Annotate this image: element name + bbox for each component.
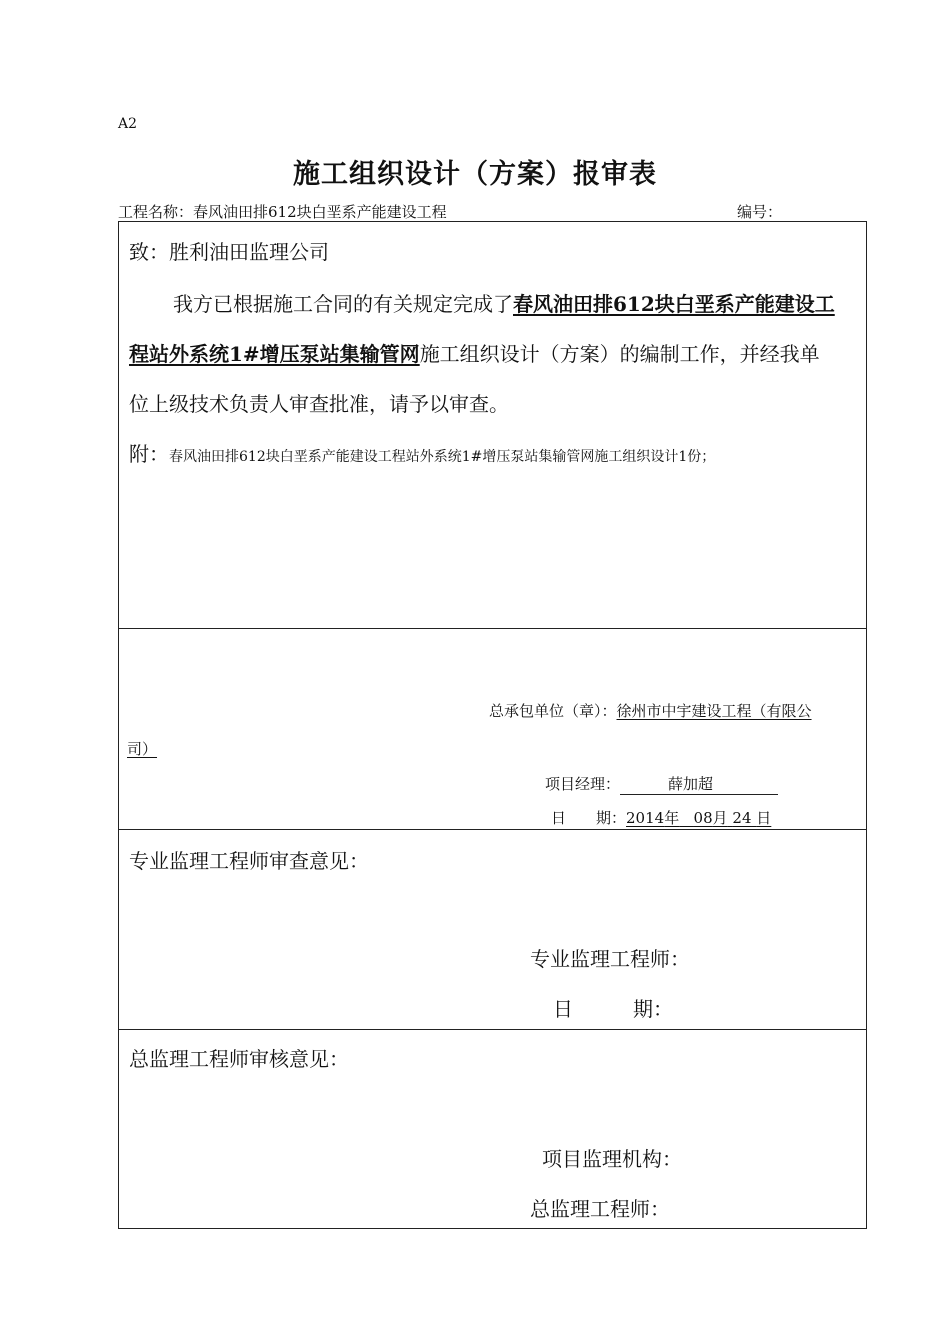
project-name-row bbox=[118, 201, 447, 222]
attachment-prefix: 附： bbox=[129, 442, 169, 466]
attachment-line bbox=[129, 438, 715, 467]
specialist-review-section bbox=[118, 829, 867, 1030]
specialist-date-label: 日 期： bbox=[553, 997, 673, 1021]
contractor-label: 总承包单位（章）： bbox=[489, 702, 617, 720]
chief-review-title: 总监理工程师审核意见： bbox=[129, 1047, 349, 1071]
specialist-review-title: 专业监理工程师审查意见： bbox=[129, 849, 369, 873]
addressee: 致：胜利油田监理公司 bbox=[129, 240, 329, 264]
date-month-unit: 月 bbox=[712, 809, 728, 827]
contractor-date-value bbox=[626, 809, 771, 827]
application-body-line2 bbox=[129, 338, 820, 367]
project-name-label: 工程名称： bbox=[118, 203, 194, 221]
date-month: 08 bbox=[693, 809, 713, 827]
contractor-section bbox=[118, 628, 867, 830]
contractor-date-label: 日 期： bbox=[551, 809, 627, 827]
form-code: A2 bbox=[118, 116, 138, 132]
chief-review-section bbox=[118, 1029, 867, 1229]
date-year-unit: 年 bbox=[664, 809, 680, 827]
date-year: 2014 bbox=[626, 809, 665, 827]
project-manager-name: 薛加超 bbox=[620, 773, 778, 795]
body-project-part1: 春风油田排612块白垩系产能建设工 bbox=[513, 292, 835, 316]
contractor-name: 徐州市中宇建设工程（有限公 bbox=[616, 702, 812, 720]
body-intro: 我方已根据施工合同的有关规定完成了 bbox=[173, 292, 513, 316]
contractor-line bbox=[489, 700, 812, 721]
project-manager-line bbox=[545, 773, 778, 795]
body-continuation: 施工组织设计（方案）的编制工作，并经我单 bbox=[419, 342, 820, 366]
body-project-part2: 程站外系统1#增压泵站集输管网 bbox=[129, 342, 420, 366]
date-day: 24 bbox=[732, 809, 752, 827]
contractor-name-continued: 司） bbox=[127, 740, 158, 758]
project-name-value: 春风油田排612块白垩系产能建设工程 bbox=[193, 203, 447, 221]
application-body-line3: 位上级技术负责人审查批准，请予以审查。 bbox=[129, 392, 509, 416]
chief-engineer-label: 总监理工程师： bbox=[530, 1197, 670, 1221]
application-section bbox=[118, 221, 867, 629]
date-day-unit: 日 bbox=[756, 809, 772, 827]
serial-number-label: 编号： bbox=[737, 203, 783, 221]
attachment-text: 春风油田排612块白垩系产能建设工程站外系统1#增压泵站集输管网施工组织设计1份； bbox=[169, 449, 716, 465]
specialist-engineer-label: 专业监理工程师： bbox=[530, 947, 690, 971]
contractor-date-line bbox=[551, 807, 771, 828]
form-title: 施工组织设计（方案）报审表 bbox=[293, 159, 657, 190]
supervision-org-label: 项目监理机构： bbox=[542, 1147, 682, 1171]
application-body-line1 bbox=[173, 288, 835, 317]
project-manager-label: 项目经理： bbox=[545, 775, 621, 793]
